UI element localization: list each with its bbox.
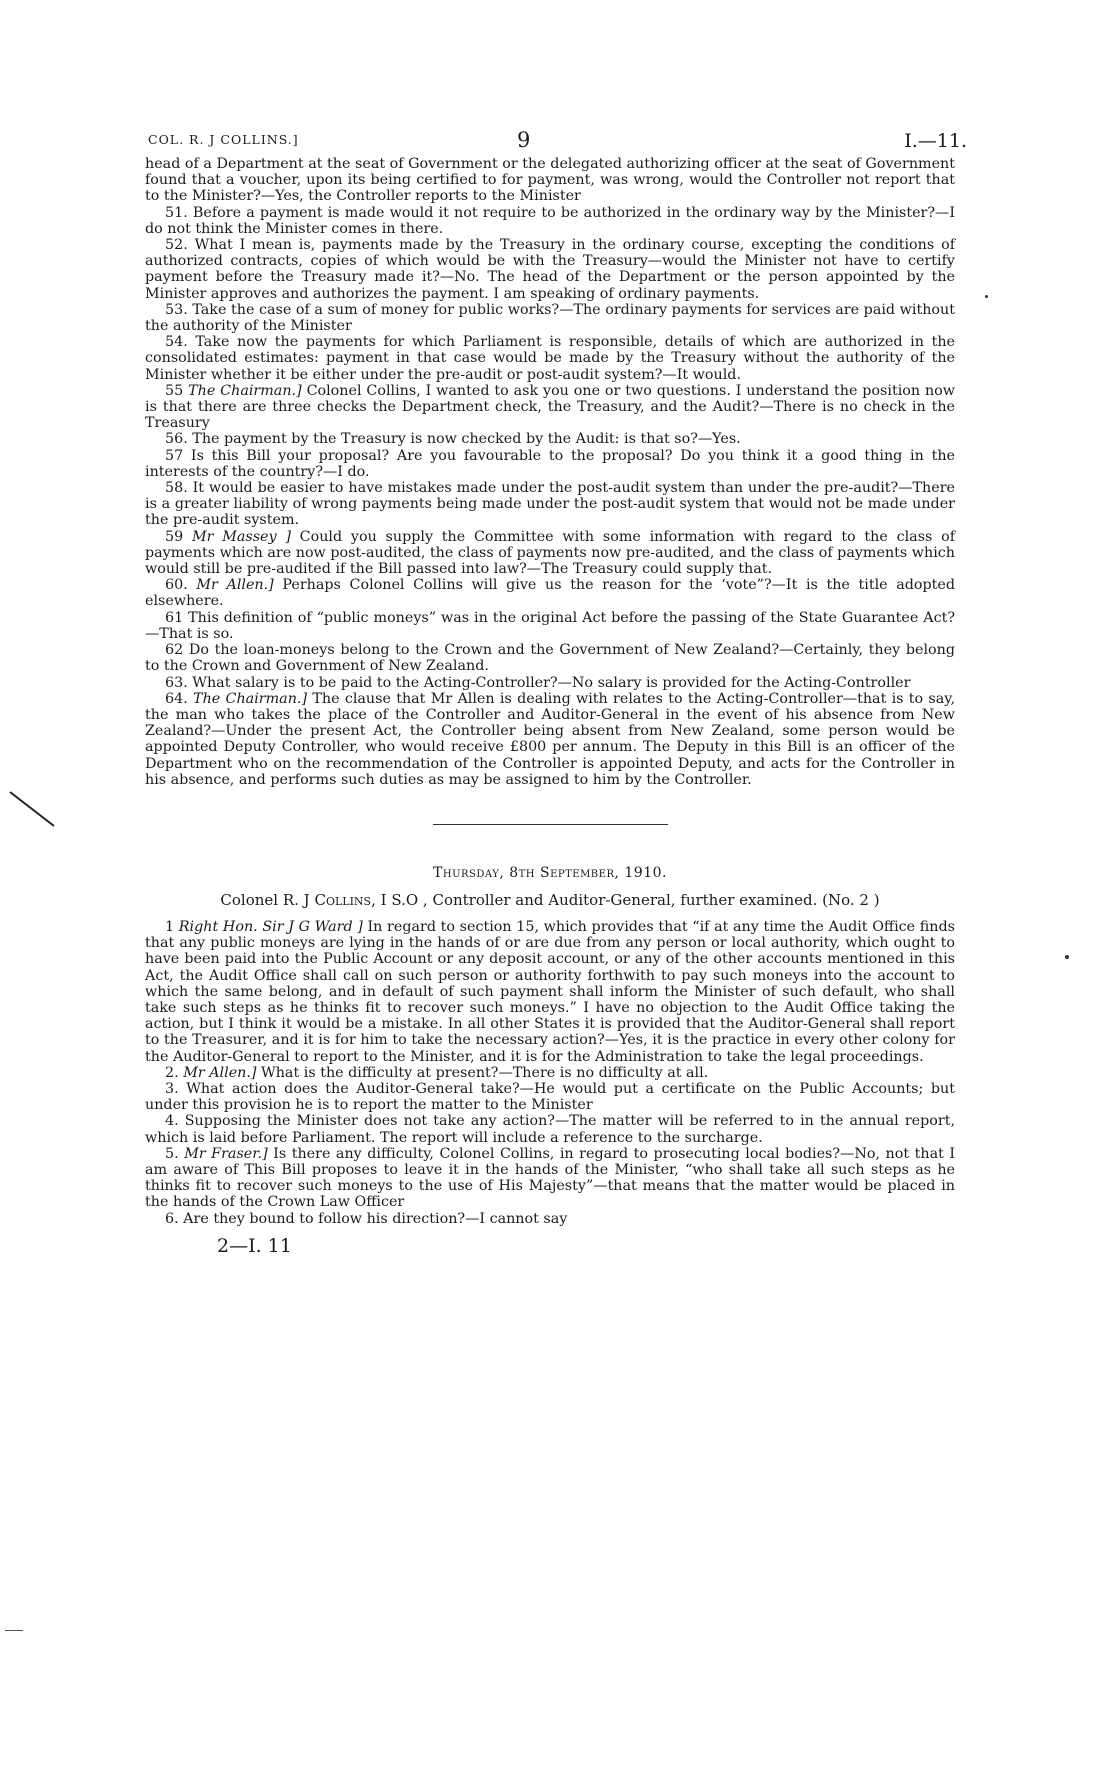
header-witness: COL. R. J COLLINS.] [148,132,299,147]
question-text: Is there any difficulty, Colonel Collins, in regard to prosecuting local bodies?—No, not that I am aware of This Bill proposes to leave it in the hands of the Minister, “who shall take all such steps as he thinks fit to recover such moneys to the use of His Majesty”—that means that the matter would be placed in the hands of the Crown Law Officer [145,1145,956,1211]
paper-reference: I.—11. [904,130,967,152]
question-number: 59 [165,528,184,545]
witness-line [145,891,955,909]
question-text: What is the difficulty at present?—There is no difficulty at all. [261,1064,709,1081]
witness-name: Collins, [314,890,376,909]
question-1 [145,919,955,1065]
question-text: Could you supply the Committee with some information with regard to the class of payments which are now post-audited, the class of payments now pre-audited, and the class of payments which would still be pre-audited if the Bill passed into law?—The Treasury could supply that. [145,528,956,578]
question-number: 64. [165,690,188,707]
question-3: 3. What action does the Auditor-General take?—He would put a certificate on the Public Accounts; but under this provision he is to report the matter to the Minister [145,1080,955,1114]
speaker: Mr Allen.] [183,1064,257,1081]
question-53: 53. Take the case of a sum of money for public works?—The ordinary payments for services are paid without the authority of the Minister [145,301,955,335]
speaker: Mr Massey ] [191,528,291,545]
question-63: 63. What salary is to be paid to the Acting-Controller?—No salary is provided for the Acting-Controller [165,674,911,691]
question-59 [145,529,955,578]
question-text: Colonel Collins, I wanted to ask you one or two questions. I understand the position now is that there are three checks the Department check, the Treasury, and the Audit?—There is no check in the Treasury [145,382,956,432]
witness-description: I S.O , Controller and Auditor-General, further examined. (No. 2 ) [380,890,880,909]
question-58: 58. It would be easier to have mistakes made under the post-audit system than under the pre-audit?—There is a greater liability of wrong payments being made under the post-audit system that would not be made under the pre-audit system. [145,480,955,529]
question-55 [145,383,955,432]
question-60 [145,577,955,609]
page-number: 9 [517,128,531,152]
page-header [145,128,967,156]
paragraph-continued: head of a Department at the seat of Government or the delegated authorizing officer at the seat of Government found that a voucher, upon its being certified to for payment, was wrong, would the Controller not report that to the Minister?—Yes, the Controller reports to the Minister [145,156,955,205]
question-57: 57 Is this Bill your proposal? Are you favourable to the proposal? Do you think it a good thing in the interests of the country?—I do. [145,447,955,480]
scan-mark-left [8,790,58,830]
question-56: 56. The payment by the Treasury is now checked by the Audit: is that so?—Yes. [165,431,741,448]
question-number: 1 [165,918,175,935]
signature-mark: 2—I. 11 [217,1234,292,1257]
question-62: 62 Do the loan-moneys belong to the Crown and the Government of New Zealand?—Certainly, they belong to the Crown and Government of New Zealand. [145,642,955,675]
date-heading: Thursday, 8th September, 1910. [433,864,667,881]
scan-dash-left [5,1630,23,1631]
speaker: Right Hon. Sir J G Ward ] [178,918,363,935]
question-4: 4. Supposing the Minister does not take any action?—The matter will be referred to in the annual report, which is laid before Parliament. The report will include a reference to the surcharge. [145,1113,955,1146]
question-52: 52. What I mean is, payments made by the Treasury in the ordinary course, excepting the conditions of authorized contracts, copies of which would be with the Treasury—would the Minister not have to certify payment before the Treasury made it?—No. The head of the Department or the person appointed by the Minister approves and authorizes the payment. I am speaking of ordinary payments. [145,237,955,302]
section-divider [433,824,668,825]
scan-dot-right-upper [985,295,988,298]
evidence-section-2 [145,919,955,1227]
question-5 [145,1146,955,1211]
question-number: 2. [165,1064,179,1081]
witness-title: Colonel R. J [220,890,310,909]
question-number: 60. [165,577,188,594]
question-number: 55 [165,382,184,399]
evidence-section-1 [145,156,955,788]
question-6: 6. Are they bound to follow his direction?—I cannot say [165,1210,568,1227]
scan-dot-right-lower [1065,955,1069,959]
question-64 [145,691,955,788]
question-number: 5. [165,1145,179,1162]
speaker: Mr Fraser.] [184,1145,268,1162]
question-text: Perhaps Colonel Collins will give us the reason for the ‘vote”?—It is the title adopted elsewhere. [145,577,956,610]
speaker: The Chairman.] [188,382,302,399]
document-page [145,128,967,1257]
speaker: The Chairman.] [193,690,308,707]
question-text: In regard to section 15, which provides that “if at any time the Audit Office finds that any public moneys are lying in the hands of or are due from any person or local authority, which ought to have been paid into the Public Account or any deposit account, or any of the other accounts mentioned in this Act, the Audit Office shall call on such person or authority forthwith to pay such moneys into the account to which the same belong, and in default of such payment shall inform the Minister of such default, who shall take such steps as he thinks fit to recover such moneys.” I have no objection to the Audit Office taking the action, but I think it would be a mistake. In all other States it is provided that the Auditor-General shall report to the Treasurer, and it is for him to take the necessary action?—Yes, it is the practice in every other colony for the Auditor-General to report to the Minister, and it is for the Administration to take the legal proceedings. [145,918,956,1065]
question-text: The clause that Mr Allen is dealing with relates to the Acting-Controller—that is to say, the man who takes the place of the Controller and Auditor-General in the event of his absence from New Zealand?—Under the present Act, the Controller being absent from New Zealand, some person would be appointed Deputy Controller, who would receive £800 per annum. The Deputy in this Bill is an officer of the Department who on the recommendation of the Controller is appointed Deputy, and acts for the Controller in his absence, and performs such duties as may be assigned to him by the Controller. [145,690,956,788]
question-51: 51. Before a payment is made would it not require to be authorized in the ordinary way by the Minister?—I do not think the Minister comes in there. [145,204,955,237]
question-2 [145,1065,955,1081]
question-54: 54. Take now the payments for which Parliament is responsible, details of which are authorized in the consolidated estimates: payment in that case would be made by the Treasury without the authority of the Minister whether it be either under the pre-audit or post-audit system?—It would. [145,334,955,383]
speaker: Mr Allen.] [196,577,274,594]
question-61: 61 This definition of “public moneys” was in the original Act before the passing of the State Guarantee Act?—That is so. [145,609,955,642]
